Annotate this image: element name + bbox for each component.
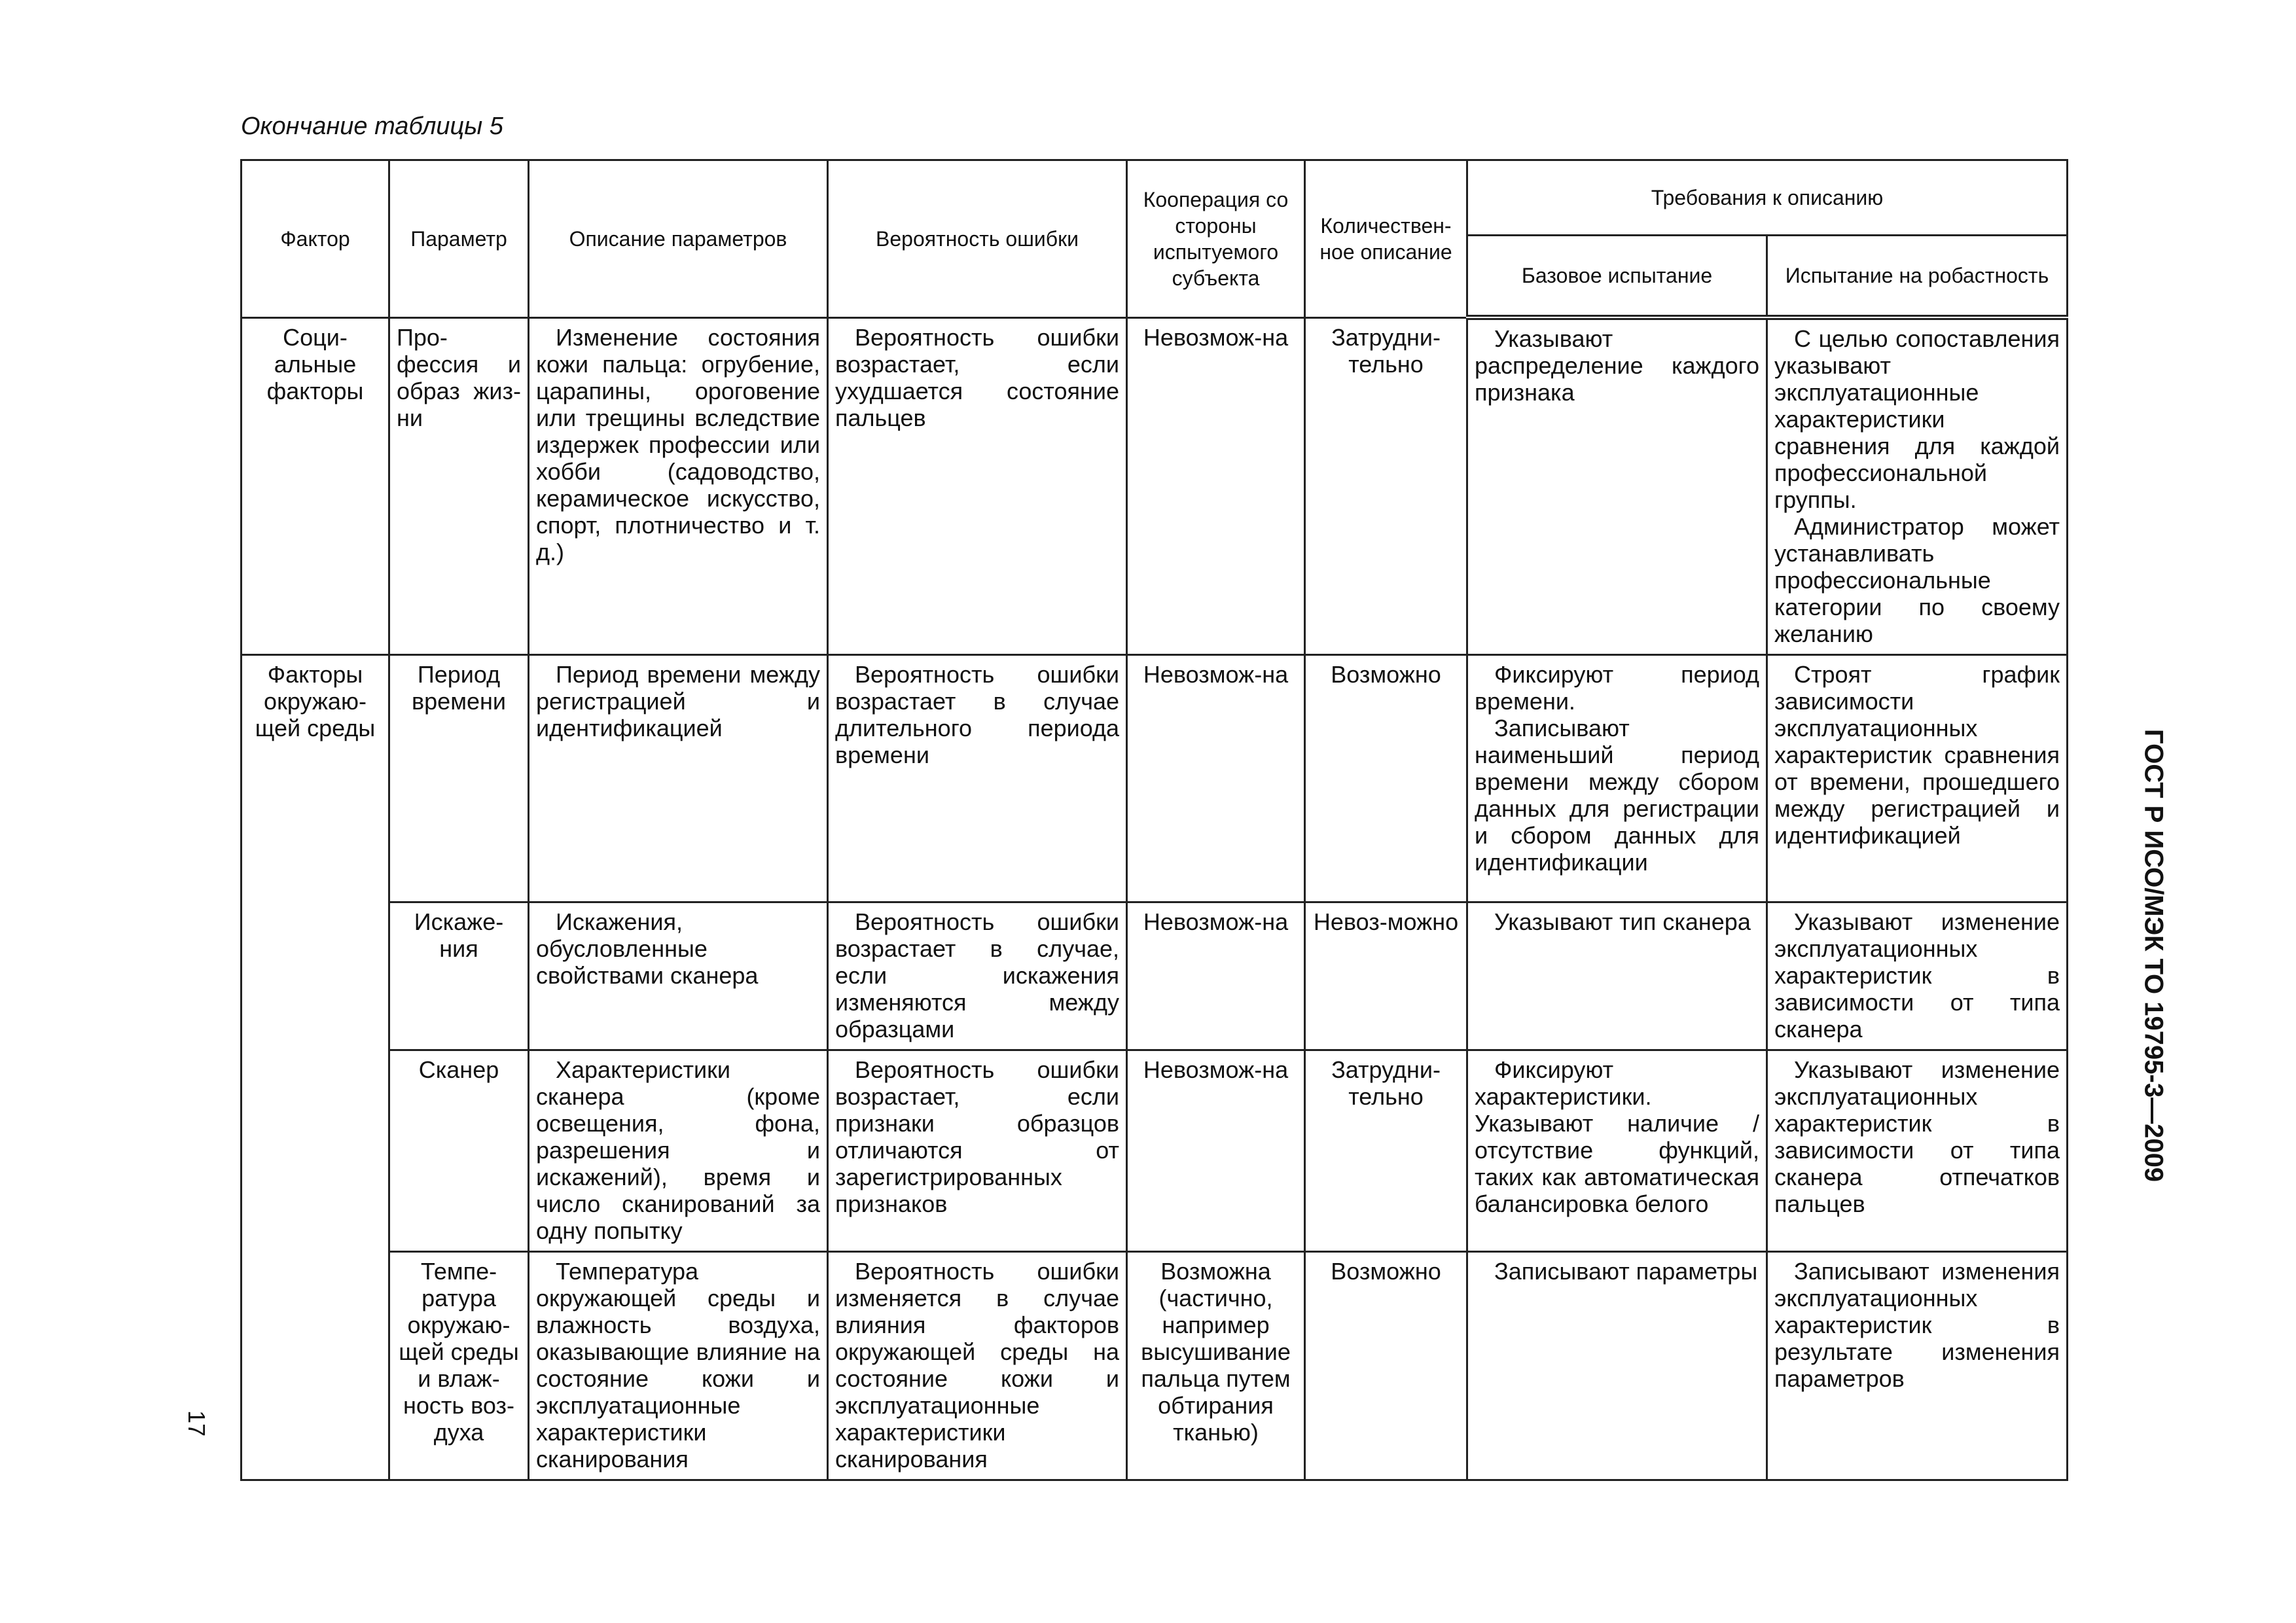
header-factor: Фактор <box>242 160 389 318</box>
header-cooperation: Кооперация со стороны испытуемого субъекта <box>1127 160 1305 318</box>
robustness-test-cell <box>1767 1050 2068 1252</box>
error-probability-text: Вероятность ошибки возрастает, если признаки образцов отличаются от зарегистрированных признаков <box>835 1056 1119 1217</box>
description-text: Характеристики сканера (кроме освещения, фона, разрешения и искажений), время и число сканирований за одну попытку <box>536 1056 820 1244</box>
parameter-cell: Искаже-ния <box>389 902 529 1050</box>
error-probability-text: Вероятность ошибки возрастает в случае длительного периода времени <box>835 661 1119 768</box>
description-text: Период времени между регистрацией и идентификацией <box>536 661 820 741</box>
cooperation-cell: Невозмож-на <box>1127 655 1305 902</box>
basic-test-paragraph: Указывают тип сканера <box>1494 908 1751 935</box>
table-row <box>242 1050 2068 1252</box>
quantitative-cell: Невоз-можно <box>1305 902 1467 1050</box>
header-robustness-test: Испытание на робастность <box>1767 236 2068 318</box>
table-row <box>242 1252 2068 1480</box>
cooperation-cell: Возможна (частично, например высушивание пальца путем обтирания тканью) <box>1127 1252 1305 1480</box>
error-probability-cell <box>828 902 1127 1050</box>
basic-test-paragraph: Указывают распределение каждого признака <box>1475 325 1759 406</box>
basic-test-cell <box>1467 902 1767 1050</box>
table-row <box>242 902 2068 1050</box>
header-parameter: Параметр <box>389 160 529 318</box>
header-description: Описание параметров <box>529 160 828 318</box>
error-probability-cell <box>828 317 1127 655</box>
error-probability-cell <box>828 655 1127 902</box>
parameter-cell: Период времени <box>389 655 529 902</box>
cooperation-cell: Невозмож-на <box>1127 1050 1305 1252</box>
parameter-cell: Сканер <box>389 1050 529 1252</box>
robustness-test-paragraph: Указывают изменение эксплуатационных характеристик в зависимости от типа сканера <box>1774 908 2060 1043</box>
robustness-test-paragraph: Указывают изменение эксплуатационных характеристик в зависимости от типа сканера отпечатков пальцев <box>1774 1056 2060 1217</box>
description-cell <box>529 902 828 1050</box>
description-cell <box>529 1050 828 1252</box>
basic-test-paragraph: Фиксируют период времени. <box>1475 661 1759 715</box>
parameter-cell: Про-фессия и образ жиз-ни <box>389 317 529 655</box>
basic-test-cell <box>1467 655 1767 902</box>
robustness-test-cell <box>1767 902 2068 1050</box>
table-caption: Окончание таблицы 5 <box>241 113 503 140</box>
description-cell <box>529 1252 828 1480</box>
robustness-test-paragraph: Строят график зависимости эксплуатационных характеристик сравнения от времени, прошедшего между регистрацией и идентификацией <box>1774 661 2060 849</box>
quantitative-cell: Возможно <box>1305 1252 1467 1480</box>
basic-test-cell <box>1467 1050 1767 1252</box>
cooperation-cell: Невозмож-на <box>1127 902 1305 1050</box>
document-code: ГОСТ Р ИСО/МЭК ТО 19795-3—2009 <box>2139 728 2168 1183</box>
factor-cell: Факторы окружаю-щей среды <box>242 655 389 1480</box>
description-cell <box>529 317 828 655</box>
error-probability-text: Вероятность ошибки возрастает, если ухудшается состояние пальцев <box>835 323 1119 431</box>
header-requirements: Требования к описанию <box>1467 160 2068 236</box>
description-text: Температура окружающей среды и влажность воздуха, оказывающие влияние на состояние кожи и эксплуатационные характеристики сканирования <box>536 1258 820 1472</box>
table-body <box>242 317 2068 1480</box>
table-row <box>242 317 2068 655</box>
basic-test-paragraph: Записывают наименьший период времени между сбором данных для регистрации и сбором данных для идентификации <box>1475 715 1759 876</box>
robustness-test-paragraph: Записывают изменения эксплуатационных характеристик в результате изменения параметров <box>1774 1258 2060 1392</box>
basic-test-cell <box>1467 317 1767 655</box>
basic-test-paragraph: Записывают параметры <box>1494 1258 1758 1285</box>
parameter-cell: Темпе-ратура окружаю-щей среды и влаж-ность воз-духа <box>389 1252 529 1480</box>
table-row <box>242 655 2068 902</box>
error-probability-cell <box>828 1050 1127 1252</box>
basic-test-cell <box>1467 1252 1767 1480</box>
description-cell <box>529 655 828 902</box>
robustness-test-cell <box>1767 655 2068 902</box>
cooperation-cell: Невозмож-на <box>1127 317 1305 655</box>
robustness-test-cell <box>1767 1252 2068 1480</box>
header-error-probability: Вероятность ошибки <box>828 160 1127 318</box>
error-probability-text: Вероятность ошибки возрастает в случае, если искажения изменяются между образцами <box>835 908 1119 1043</box>
robustness-test-paragraph: С целью сопоставления указывают эксплуатационные характеристики сравнения для каждой профессиональной группы. <box>1774 325 2060 513</box>
error-probability-text: Вероятность ошибки изменяется в случае влияния факторов окружающей среды на состояние кожи и эксплуатационные характеристики сканирования <box>835 1258 1119 1472</box>
quantitative-cell: Затрудни-тельно <box>1305 317 1467 655</box>
basic-test-paragraph: Фиксируют характеристики. Указывают наличие / отсутствие функций, таких как автоматическая балансировка белого <box>1475 1056 1759 1217</box>
description-text: Искажения, обусловленные свойствами сканера <box>536 908 759 989</box>
factor-cell: Соци-альные факторы <box>242 317 389 655</box>
header-quantitative: Количествен-ное описание <box>1305 160 1467 318</box>
header-basic-test: Базовое испытание <box>1467 236 1767 318</box>
robustness-test-paragraph: Администратор может устанавливать профессиональные категории по своему желанию <box>1774 513 2060 647</box>
quantitative-cell: Возможно <box>1305 655 1467 902</box>
table-header <box>242 160 2068 318</box>
quantitative-cell: Затрудни-тельно <box>1305 1050 1467 1252</box>
error-probability-cell <box>828 1252 1127 1480</box>
requirements-table <box>240 159 2068 1481</box>
description-text: Изменение состояния кожи пальца: огрубение, царапины, ороговение или трещины вследствие издержек профессии или хобби (садоводство, керамическое искусство, спорт, плотничество и т. д.) <box>536 323 820 565</box>
robustness-test-cell <box>1767 317 2068 655</box>
page-number: 17 <box>183 1410 210 1437</box>
